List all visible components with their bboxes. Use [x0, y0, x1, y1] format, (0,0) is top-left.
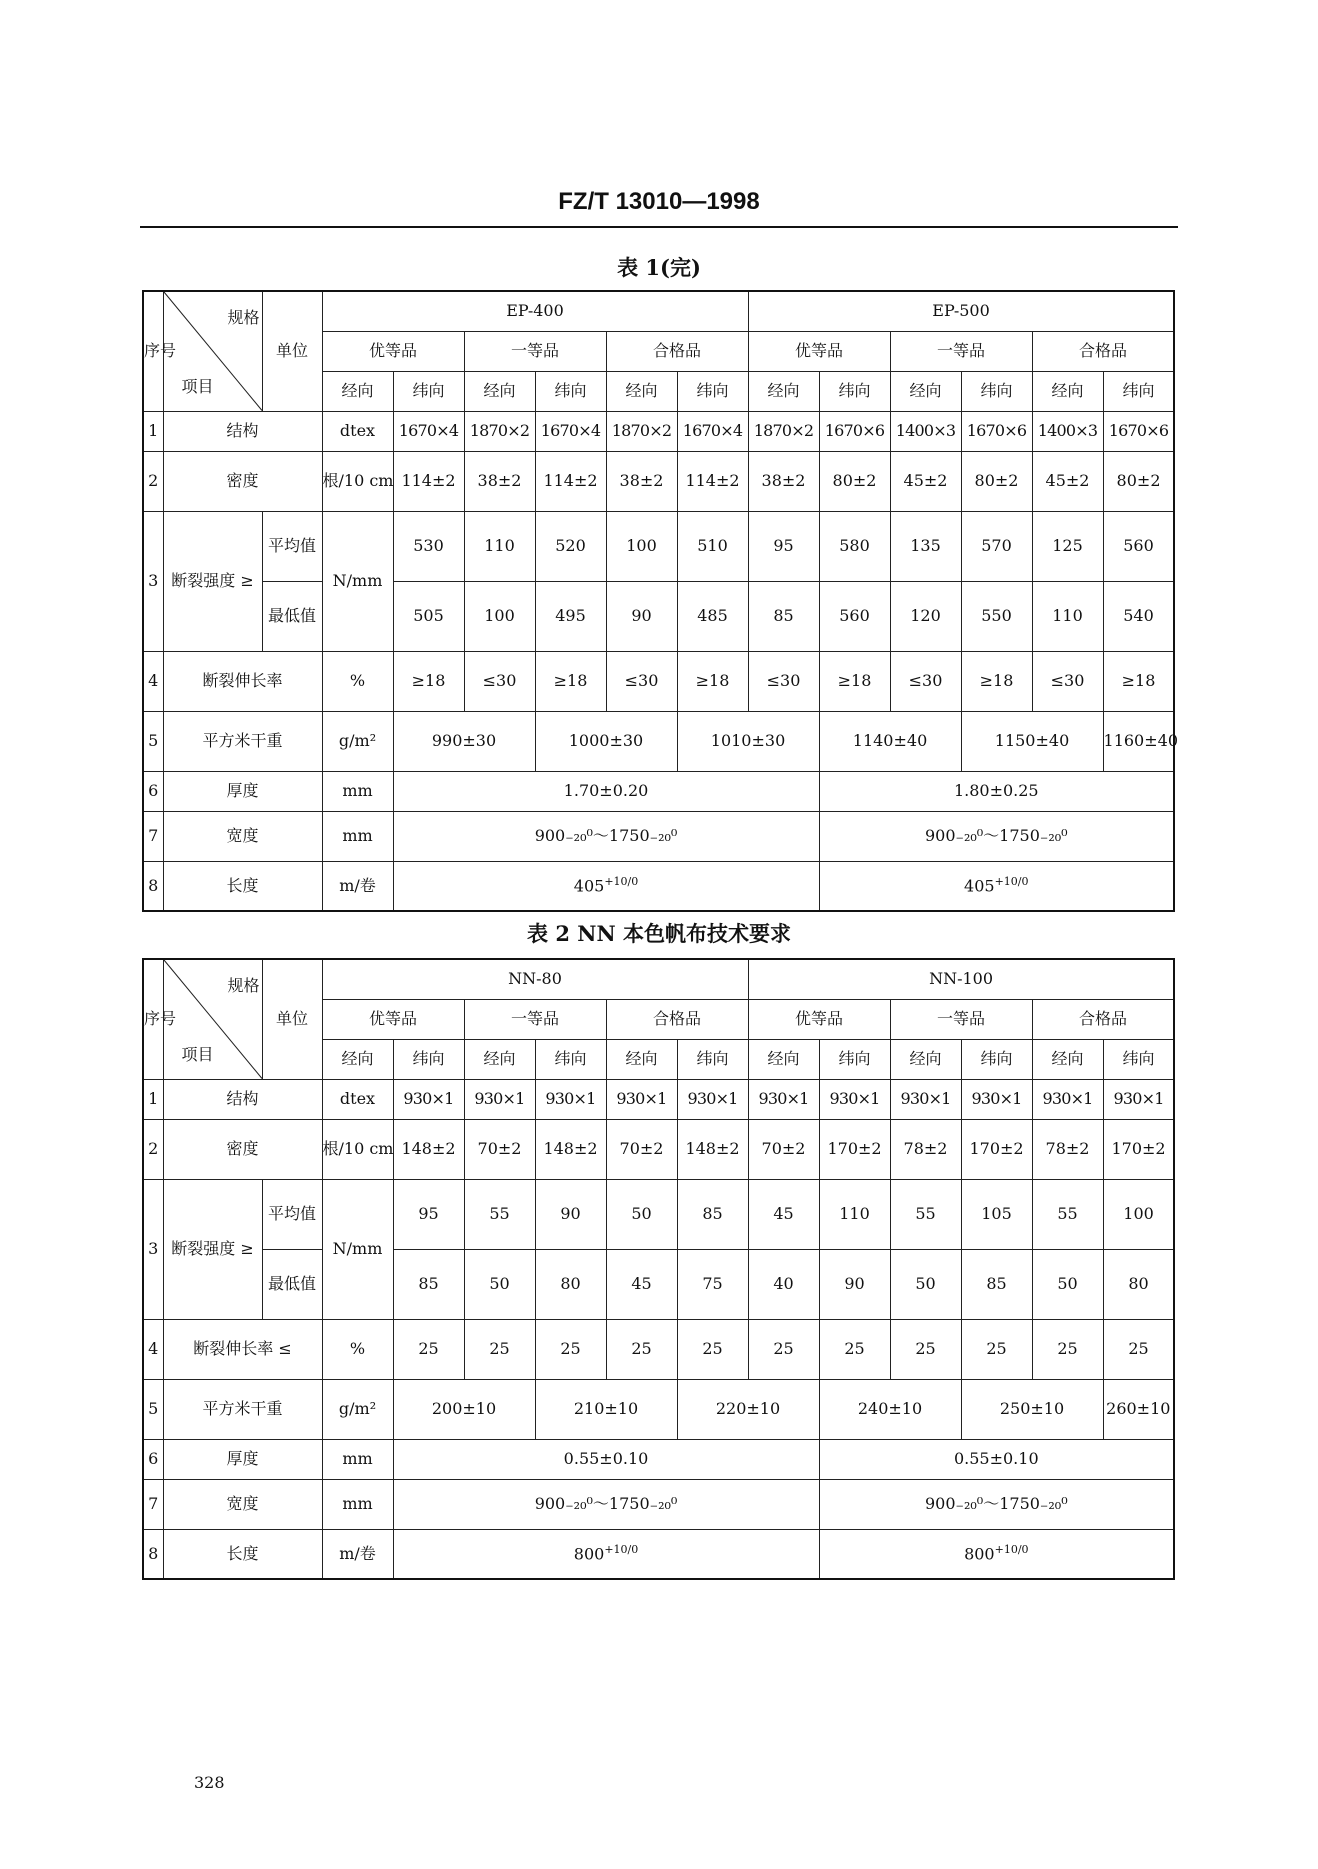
value-cell: 1870×2 — [464, 411, 535, 451]
grade-header: 合格品 — [1032, 331, 1174, 371]
value-cell: 1670×4 — [535, 411, 606, 451]
value-cell: 100 — [464, 581, 535, 651]
direction-header: 经向 — [322, 1039, 393, 1079]
value-cell: 930×1 — [1032, 1079, 1103, 1119]
value-cell: 85 — [961, 1249, 1032, 1319]
value-cell: 1870×2 — [748, 411, 819, 451]
row-unit: g/m² — [322, 1379, 393, 1439]
row-unit: % — [322, 651, 393, 711]
value-cell: 45 — [606, 1249, 677, 1319]
value-cell: 80 — [1103, 1249, 1174, 1319]
value-cell: 135 — [890, 511, 961, 581]
value-cell: 900₋₂₀⁰～1750₋₂₀⁰ — [393, 1479, 819, 1529]
value-cell: 900₋₂₀⁰～1750₋₂₀⁰ — [393, 811, 819, 861]
length-tolerance: +10/0 — [604, 1543, 639, 1557]
value-cell: 38±2 — [606, 451, 677, 511]
value-cell: 25 — [393, 1319, 464, 1379]
row-label: 长度 — [163, 1529, 322, 1579]
value-cell: 125 — [1032, 511, 1103, 581]
row-unit: mm — [322, 1479, 393, 1529]
length-value: 800 — [964, 1544, 995, 1564]
direction-header: 纬向 — [819, 371, 890, 411]
value-cell: 55 — [890, 1179, 961, 1249]
grade-header: 合格品 — [606, 999, 748, 1039]
value-cell: 520 — [535, 511, 606, 581]
row-number: 7 — [143, 811, 163, 861]
value-cell: 0.55±0.10 — [819, 1439, 1174, 1479]
value-cell: 100 — [606, 511, 677, 581]
value-cell: 25 — [1032, 1319, 1103, 1379]
value-cell: 1670×6 — [961, 411, 1032, 451]
unit-header: 单位 — [262, 291, 322, 411]
value-cell: 580 — [819, 511, 890, 581]
value-cell: 114±2 — [677, 451, 748, 511]
value-cell: 505 — [393, 581, 464, 651]
value-cell: 1.70±0.20 — [393, 771, 819, 811]
value-cell: 80±2 — [961, 451, 1032, 511]
value-cell: 1140±40 — [819, 711, 961, 771]
row-unit: N/mm — [322, 1179, 393, 1319]
value-cell: 90 — [606, 581, 677, 651]
value-cell: 0.55±0.10 — [393, 1439, 819, 1479]
value-cell: 240±10 — [819, 1379, 961, 1439]
row-number: 4 — [143, 1319, 163, 1379]
length-tolerance: +10/0 — [994, 875, 1029, 889]
row-number: 8 — [143, 1529, 163, 1579]
row-unit: % — [322, 1319, 393, 1379]
value-cell: 170±2 — [819, 1119, 890, 1179]
row-unit: m/卷 — [322, 861, 393, 911]
direction-header: 纬向 — [677, 1039, 748, 1079]
value-cell: 495 — [535, 581, 606, 651]
grade-header: 一等品 — [890, 999, 1032, 1039]
value-cell: 210±10 — [535, 1379, 677, 1439]
direction-header: 经向 — [322, 371, 393, 411]
row-unit: m/卷 — [322, 1529, 393, 1579]
corner-item-label: 项目 — [181, 376, 214, 396]
direction-header: 纬向 — [393, 371, 464, 411]
value-cell: 930×1 — [961, 1079, 1032, 1119]
value-cell: 170±2 — [961, 1119, 1032, 1179]
value-cell: 25 — [535, 1319, 606, 1379]
spec-group: NN-80 — [322, 959, 748, 999]
value-cell: 1870×2 — [606, 411, 677, 451]
direction-header: 纬向 — [961, 1039, 1032, 1079]
row-sublabel: 平均值 — [262, 1179, 322, 1249]
row-label: 断裂强度 ≥ — [163, 511, 262, 651]
value-cell: 25 — [464, 1319, 535, 1379]
row-unit: g/m² — [322, 711, 393, 771]
value-cell: 930×1 — [393, 1079, 464, 1119]
value-cell: 25 — [819, 1319, 890, 1379]
direction-header: 经向 — [748, 1039, 819, 1079]
value-cell: 45±2 — [1032, 451, 1103, 511]
row-number: 3 — [143, 511, 163, 651]
page-number: 328 — [194, 1773, 225, 1792]
value-cell: 70±2 — [464, 1119, 535, 1179]
row-sublabel: 平均值 — [262, 511, 322, 581]
value-cell: 930×1 — [677, 1079, 748, 1119]
value-cell: 200±10 — [393, 1379, 535, 1439]
value-cell: 1670×6 — [819, 411, 890, 451]
value-cell: 75 — [677, 1249, 748, 1319]
direction-header: 纬向 — [961, 371, 1032, 411]
direction-header: 纬向 — [819, 1039, 890, 1079]
direction-header: 纬向 — [393, 1039, 464, 1079]
value-cell: 570 — [961, 511, 1032, 581]
row-number: 1 — [143, 1079, 163, 1119]
row-unit: dtex — [322, 1079, 393, 1119]
value-cell: 930×1 — [890, 1079, 961, 1119]
grade-header: 合格品 — [606, 331, 748, 371]
value-cell: 485 — [677, 581, 748, 651]
grade-header: 优等品 — [748, 999, 890, 1039]
row-label: 密度 — [163, 451, 322, 511]
direction-header: 纬向 — [535, 371, 606, 411]
value-cell: 930×1 — [1103, 1079, 1174, 1119]
grade-header: 优等品 — [322, 331, 464, 371]
value-cell: 90 — [819, 1249, 890, 1319]
value-cell: 900₋₂₀⁰～1750₋₂₀⁰ — [819, 811, 1174, 861]
row-unit: 根/10 cm — [322, 451, 393, 511]
value-cell: 85 — [393, 1249, 464, 1319]
row-label: 宽度 — [163, 1479, 322, 1529]
direction-header: 纬向 — [1103, 371, 1174, 411]
value-cell: 930×1 — [535, 1079, 606, 1119]
value-cell: 114±2 — [535, 451, 606, 511]
value-cell: 930×1 — [464, 1079, 535, 1119]
value-cell: 560 — [819, 581, 890, 651]
grade-header: 优等品 — [322, 999, 464, 1039]
table2-caption: 表 2 NN 本色帆布技术要求 — [527, 921, 791, 946]
value-cell: 120 — [890, 581, 961, 651]
row-number: 1 — [143, 411, 163, 451]
direction-header: 经向 — [748, 371, 819, 411]
spec-group: NN-100 — [748, 959, 1174, 999]
row-unit: mm — [322, 1439, 393, 1479]
value-cell: 45±2 — [890, 451, 961, 511]
value-cell: 90 — [535, 1179, 606, 1249]
unit-header: 单位 — [262, 959, 322, 1079]
value-cell: 1670×4 — [677, 411, 748, 451]
value-cell: 148±2 — [393, 1119, 464, 1179]
standard-id: FZ/T 13010—1998 — [558, 188, 760, 215]
value-cell: 70±2 — [606, 1119, 677, 1179]
direction-header: 经向 — [606, 1039, 677, 1079]
value-cell: 80 — [535, 1249, 606, 1319]
value-cell: ≤30 — [464, 651, 535, 711]
row-label: 平方米干重 — [163, 711, 322, 771]
direction-header: 纬向 — [677, 371, 748, 411]
row-label: 长度 — [163, 861, 322, 911]
value-cell: 110 — [464, 511, 535, 581]
value-cell: 80±2 — [1103, 451, 1174, 511]
grade-header: 一等品 — [890, 331, 1032, 371]
direction-header: 经向 — [1032, 1039, 1103, 1079]
corner-item-label: 项目 — [181, 1044, 214, 1064]
value-cell: 78±2 — [1032, 1119, 1103, 1179]
direction-header: 经向 — [1032, 371, 1103, 411]
value-cell: 50 — [1032, 1249, 1103, 1319]
length-tolerance: +10/0 — [604, 875, 639, 889]
value-cell: 45 — [748, 1179, 819, 1249]
direction-header: 经向 — [890, 1039, 961, 1079]
length-value: 405 — [964, 876, 995, 896]
row-label: 断裂强度 ≥ — [163, 1179, 262, 1319]
row-number: 7 — [143, 1479, 163, 1529]
row-unit: N/mm — [322, 511, 393, 651]
value-cell: 25 — [677, 1319, 748, 1379]
direction-header: 纬向 — [1103, 1039, 1174, 1079]
value-cell: 80±2 — [819, 451, 890, 511]
value-cell: ≥18 — [961, 651, 1032, 711]
value-cell: 50 — [606, 1179, 677, 1249]
value-cell: 25 — [1103, 1319, 1174, 1379]
row-number: 2 — [143, 451, 163, 511]
value-cell: 38±2 — [748, 451, 819, 511]
value-cell: 50 — [890, 1249, 961, 1319]
direction-header: 经向 — [464, 371, 535, 411]
value-cell: 105 — [961, 1179, 1032, 1249]
row-label: 平方米干重 — [163, 1379, 322, 1439]
header-rule — [140, 226, 1178, 228]
row-sublabel: 最低值 — [262, 1249, 322, 1319]
value-cell: 78±2 — [890, 1119, 961, 1179]
row-label: 断裂伸长率 ≤ — [163, 1319, 322, 1379]
row-number: 4 — [143, 651, 163, 711]
grade-header: 合格品 — [1032, 999, 1174, 1039]
value-cell: 930×1 — [819, 1079, 890, 1119]
value-cell: 1670×4 — [393, 411, 464, 451]
seq-header: 序号 — [143, 291, 163, 411]
value-cell: 1.80±0.25 — [819, 771, 1174, 811]
value-cell: 70±2 — [748, 1119, 819, 1179]
value-cell: 25 — [890, 1319, 961, 1379]
value-cell: 1150±40 — [961, 711, 1103, 771]
value-cell — [819, 861, 1174, 911]
row-unit: mm — [322, 811, 393, 861]
value-cell: 1670×6 — [1103, 411, 1174, 451]
corner-spec-label: 规格 — [227, 976, 260, 995]
row-sublabel: 最低值 — [262, 581, 322, 651]
value-cell: 25 — [606, 1319, 677, 1379]
value-cell: 148±2 — [535, 1119, 606, 1179]
corner-header — [163, 959, 262, 1079]
row-number: 8 — [143, 861, 163, 911]
value-cell: 25 — [961, 1319, 1032, 1379]
grade-header: 一等品 — [464, 331, 606, 371]
row-label: 结构 — [163, 411, 322, 451]
row-label: 厚度 — [163, 1439, 322, 1479]
seq-header: 序号 — [143, 959, 163, 1079]
value-cell: 110 — [819, 1179, 890, 1249]
value-cell: 560 — [1103, 511, 1174, 581]
grade-header: 优等品 — [748, 331, 890, 371]
value-cell — [393, 1529, 819, 1579]
value-cell — [819, 1529, 1174, 1579]
length-value: 800 — [573, 1544, 605, 1564]
value-cell: 930×1 — [748, 1079, 819, 1119]
value-cell: ≥18 — [819, 651, 890, 711]
row-label: 密度 — [163, 1119, 322, 1179]
row-number: 6 — [143, 1439, 163, 1479]
direction-header: 经向 — [890, 371, 961, 411]
row-number: 5 — [143, 1379, 163, 1439]
value-cell: 95 — [393, 1179, 464, 1249]
row-label: 宽度 — [163, 811, 322, 861]
row-label: 厚度 — [163, 771, 322, 811]
row-label: 断裂伸长率 — [163, 651, 322, 711]
table2-grid — [142, 958, 1175, 1580]
value-cell: 1000±30 — [535, 711, 677, 771]
value-cell: 990±30 — [393, 711, 535, 771]
value-cell: 530 — [393, 511, 464, 581]
value-cell: 25 — [748, 1319, 819, 1379]
value-cell: 250±10 — [961, 1379, 1103, 1439]
value-cell: 1160±40 — [1103, 711, 1174, 771]
value-cell: 85 — [748, 581, 819, 651]
value-cell: 110 — [1032, 581, 1103, 651]
value-cell: 148±2 — [677, 1119, 748, 1179]
direction-header: 经向 — [464, 1039, 535, 1079]
corner-spec-label: 规格 — [227, 308, 260, 327]
length-value: 405 — [573, 876, 605, 896]
value-cell: 510 — [677, 511, 748, 581]
table1-caption: 表 1(完) — [617, 255, 701, 280]
table1-grid — [142, 290, 1178, 912]
value-cell: 55 — [1032, 1179, 1103, 1249]
row-unit: dtex — [322, 411, 393, 451]
value-cell: 55 — [464, 1179, 535, 1249]
value-cell: ≥18 — [535, 651, 606, 711]
value-cell: 550 — [961, 581, 1032, 651]
value-cell: 220±10 — [677, 1379, 819, 1439]
value-cell: ≥18 — [1103, 651, 1174, 711]
row-number: 6 — [143, 771, 163, 811]
value-cell: 95 — [748, 511, 819, 581]
length-tolerance: +10/0 — [994, 1543, 1029, 1557]
value-cell: ≤30 — [606, 651, 677, 711]
value-cell: ≥18 — [677, 651, 748, 711]
row-label: 结构 — [163, 1079, 322, 1119]
value-cell: 170±2 — [1103, 1119, 1174, 1179]
direction-header: 纬向 — [535, 1039, 606, 1079]
value-cell: 85 — [677, 1179, 748, 1249]
grade-header: 一等品 — [464, 999, 606, 1039]
row-unit: 根/10 cm — [322, 1119, 393, 1179]
value-cell — [393, 861, 819, 911]
corner-header — [163, 291, 262, 411]
value-cell: 1400×3 — [1032, 411, 1103, 451]
value-cell: 40 — [748, 1249, 819, 1319]
spec-group: EP-400 — [322, 291, 748, 331]
value-cell: 1010±30 — [677, 711, 819, 771]
row-number: 3 — [143, 1179, 163, 1319]
value-cell: ≤30 — [1032, 651, 1103, 711]
value-cell: 38±2 — [464, 451, 535, 511]
value-cell: 260±10 — [1103, 1379, 1174, 1439]
value-cell: 1400×3 — [890, 411, 961, 451]
value-cell: 114±2 — [393, 451, 464, 511]
value-cell: ≤30 — [748, 651, 819, 711]
row-unit: mm — [322, 771, 393, 811]
row-number: 2 — [143, 1119, 163, 1179]
value-cell: 540 — [1103, 581, 1174, 651]
spec-group: EP-500 — [748, 291, 1174, 331]
value-cell: 100 — [1103, 1179, 1174, 1249]
value-cell: ≥18 — [393, 651, 464, 711]
value-cell: 50 — [464, 1249, 535, 1319]
value-cell: ≤30 — [890, 651, 961, 711]
value-cell: 900₋₂₀⁰～1750₋₂₀⁰ — [819, 1479, 1174, 1529]
direction-header: 经向 — [606, 371, 677, 411]
value-cell: 930×1 — [606, 1079, 677, 1119]
row-number: 5 — [143, 711, 163, 771]
